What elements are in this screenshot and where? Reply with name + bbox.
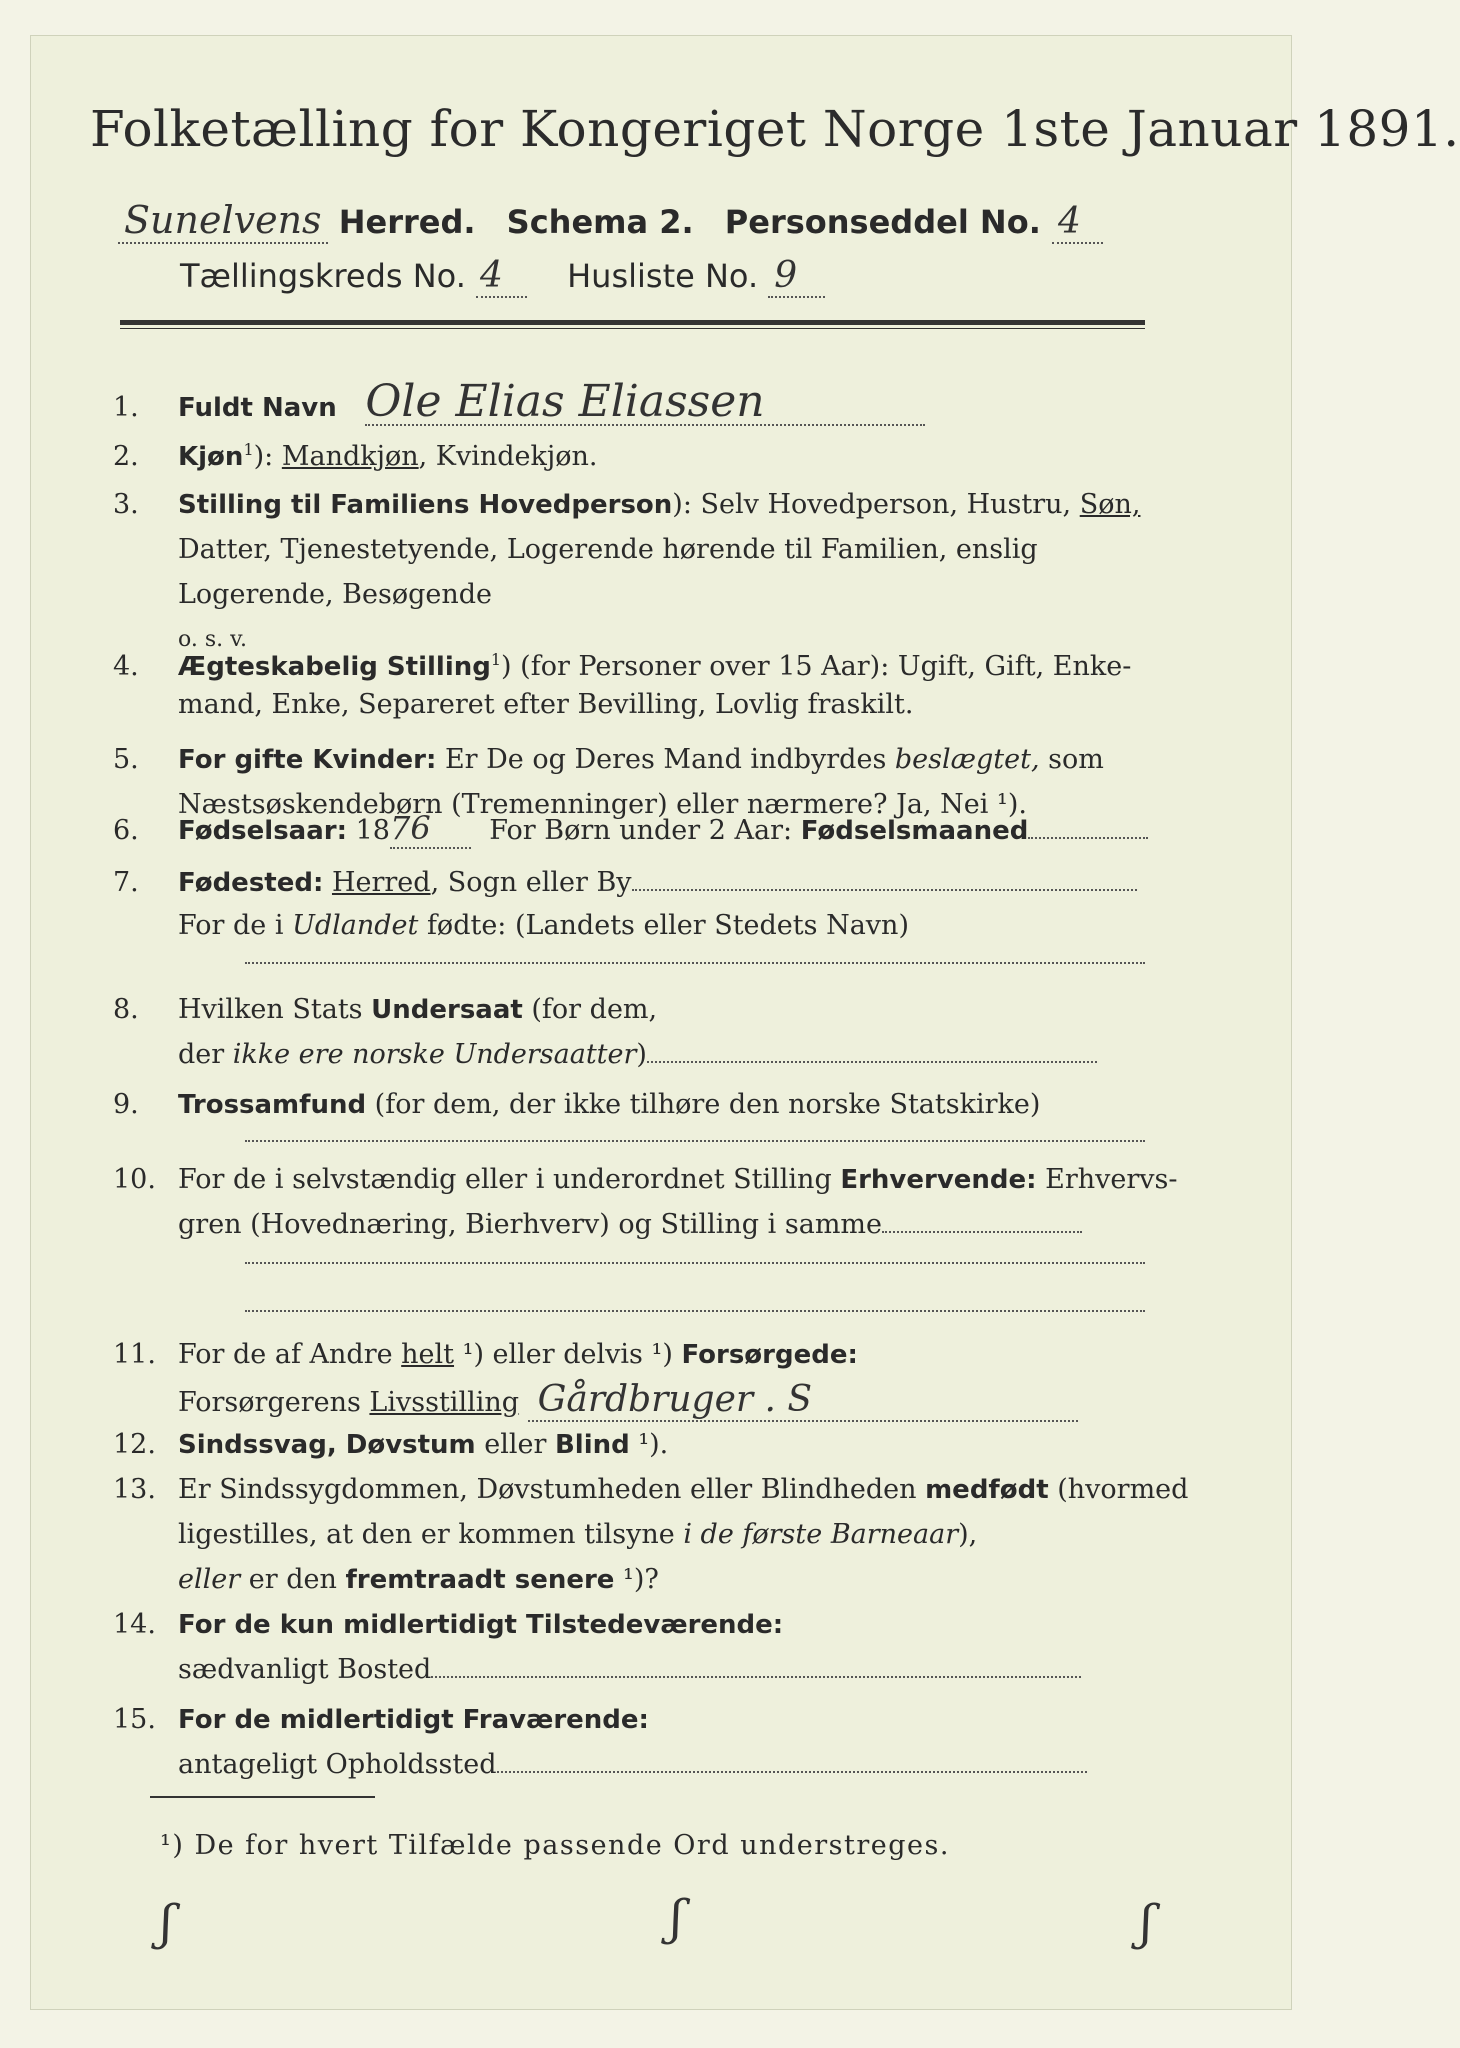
birth-year-value: 76: [390, 809, 471, 849]
item-8: 8. Hvilken Stats Undersaat (for dem,: [113, 994, 658, 1025]
pencil-mark-right: ʃ: [1140, 1895, 1154, 1951]
item-12: 12. Sindssvag, Døvstum eller Blind ¹).: [113, 1429, 669, 1460]
schema-label: Schema 2.: [506, 203, 694, 241]
item-14: 14. For de kun midlertidigt Tilstedeværende:: [113, 1609, 784, 1640]
item-10-blank-line-2: [245, 1310, 1145, 1312]
personseddel-label: Personseddel No.: [724, 203, 1041, 241]
item-3-line-4: o. s. v.: [178, 627, 247, 652]
kreds-number: 4: [476, 255, 527, 298]
item-5-line-2: Næstsøskendebørn (Tremenninger) eller nærmere? Ja, Nei ¹).: [178, 789, 1027, 820]
item-14-line-2: sædvanligt Bosted: [178, 1650, 1081, 1690]
item-13: 13. Er Sindssygdommen, Døvstumheden eller Blindheden medfødt (hvormed: [113, 1474, 1189, 1505]
item-5: 5. For gifte Kvinder: Er De og Deres Mand indbyrdes beslægtet, som: [113, 744, 1104, 775]
kreds-label: Tællingskreds No.: [180, 257, 466, 295]
item-15-line-2: antageligt Opholdssted: [178, 1745, 1087, 1785]
item-7-line-2: For de i Udlandet fødte: (Landets eller Stedets Navn): [178, 910, 909, 941]
item-9: 9. Trossamfund (for dem, der ikke tilhøre den norske Statskirke): [113, 1089, 1041, 1120]
item-2: 2. Kjøn$^1$): Mandkjøn, Kvindekjøn.: [113, 440, 598, 472]
item-15: 15. For de midlertidigt Fraværende:: [113, 1704, 649, 1735]
item-10-line-2: gren (Hovednæring, Bierhverv) og Stilling i samme: [178, 1205, 1082, 1245]
item-11: 11. For de af Andre helt ¹) eller delvis ¹) Forsørgede:: [113, 1339, 858, 1370]
personseddel-number: 4: [1052, 201, 1103, 244]
item-7-blank-line: [245, 962, 1145, 964]
item-1-label: Fuldt Navn: [178, 393, 337, 423]
herred-line: [118, 198, 1103, 242]
item-6: 6. Fødselsaar: 1876 For Børn under 2 Aar: Fødselsmaaned: [113, 808, 1148, 851]
full-name-value: Ole Elias Eliassen: [365, 380, 925, 426]
item-3: 3. Stilling til Familiens Hovedperson): Selv Hovedperson, Hustru, Søn,: [113, 489, 1141, 520]
header-rule-thin: [120, 328, 1145, 329]
item-11-line-2: Forsørgerens Livsstilling Gårdbruger . S: [178, 1380, 1078, 1423]
birthplace-selected: Herred: [331, 867, 431, 898]
herred-handwritten: Sunelvens: [118, 198, 328, 244]
item-1: 1. Fuldt Navn Ole Elias Eliassen: [113, 380, 925, 428]
item-13-line-3: eller er den fremtraadt senere ¹)?: [178, 1564, 659, 1595]
form-title: Folketælling for Kongeriget Norge 1ste Januar 1891.: [90, 100, 1460, 158]
kreds-line: [180, 255, 825, 296]
item-7: 7. Fødested: Herred, Sogn eller By: [113, 863, 1137, 903]
footnote-rule: [150, 1796, 375, 1798]
provider-occupation-value: Gårdbruger . S: [528, 1380, 1078, 1422]
pencil-mark-left: ʃ: [160, 1895, 174, 1951]
item-3-line-2: Datter, Tjenestetyende, Logerende hørende til Familien, enslig: [178, 534, 1038, 565]
pencil-mark-center: ʃ: [670, 1890, 684, 1946]
item-13-line-2: ligestilles, at den er kommen tilsyne i de første Barneaar),: [178, 1519, 978, 1550]
herred-label: Herred.: [338, 203, 476, 241]
item-10: 10. For de i selvstændig eller i underordnet Stilling Erhvervende: Erhvervs-: [113, 1164, 1178, 1195]
support-selected: helt: [401, 1339, 455, 1370]
relation-selected: Søn,: [1079, 489, 1141, 520]
husliste-number: 9: [768, 255, 825, 298]
item-4: 4. Ægteskabelig Stilling$^1$) (for Personer over 15 Aar): Ugift, Gift, Enke-: [113, 650, 1132, 682]
item-9-blank-line: [245, 1140, 1145, 1142]
item-10-blank-line-1: [245, 1262, 1145, 1264]
gender-selected: Mandkjøn: [281, 441, 419, 472]
husliste-label: Husliste No.: [567, 257, 759, 295]
item-4-line-2: mand, Enke, Separeret efter Bevilling, Lovlig fraskilt.: [178, 689, 914, 720]
item-3-line-3: Logerende, Besøgende: [178, 579, 492, 610]
item-8-line-2: der ikke ere norske Undersaatter): [178, 1035, 1097, 1075]
footnote: ¹) De for hvert Tilfælde passende Ord understreges.: [160, 1830, 950, 1861]
header-rule: [120, 320, 1145, 325]
